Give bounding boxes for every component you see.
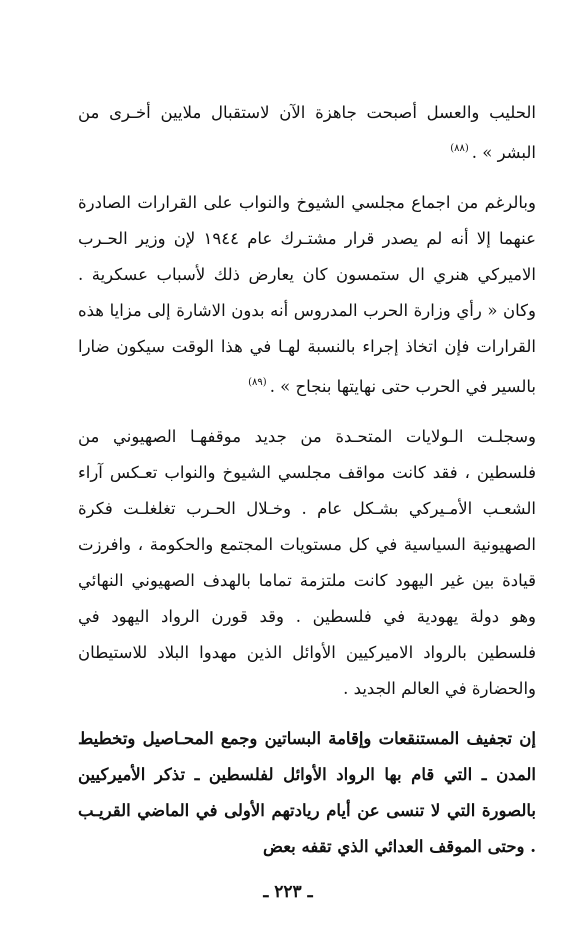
footnote-ref-89: (٨٩)	[248, 377, 267, 388]
paragraph-4-text: إن تجفيف المستنقعات وإقامة البساتين وجمع المحـاصيل وتخطيط المدن ـ التي قام بها الرواد الأوائل لفلسطين ـ تذكر الأميركيين بالصورة التي لا تنسى عن أيام ريادتهم الأولى في الماضي القريـب . وحتى الموقف العدائي الذي تقفه بعض	[78, 729, 536, 856]
paragraph-4	[78, 721, 536, 865]
paragraph-3-text: وسجلـت الـولايات المتحـدة من جديد موقفهـا الصهيوني من فلسطين ، فقد كانت مواقف مجلسي الشيوخ والنواب تعـكس آراء الشعـب الأمـيركي بشـكل عام . وخـلال الحـرب تغلغلـت فكرة الصهيونية السياسية في كل مستويات المجتمع والحكومة ، وافرزت قيادة بين غير اليهود كانت ملتزمة تماما بالهدف الصهيوني النهائي وهو دولة يهودية في فلسطين . وقد قورن الرواد اليهود في فلسطين بالرواد الاميركيين الأوائل الذين مهدوا البلاد للاستيطان والحضارة في العالم الجديد .	[78, 427, 536, 698]
footnote-ref-88: (٨٨)	[450, 143, 469, 154]
paragraph-3	[78, 419, 536, 707]
paragraph-2	[78, 185, 536, 405]
paragraph-1	[78, 95, 536, 171]
page-body	[78, 95, 536, 865]
paragraph-1-text: الحليب والعسل أصبحت جاهزة الآن لاستقبال ملايين أخـرى من البشر » .	[78, 103, 536, 162]
paragraph-2-text: وبالرغم من اجماع مجلسي الشيوخ والنواب على القرارات الصادرة عنهما إلا أنه لم يصدر قرار مشتـرك عام ١٩٤٤ لإن وزير الحـرب الاميركي هنري ال ستمسون كان يعارض ذلك لأسباب عسكرية . وكان « رأي وزارة الحرب المدروس أنه بدون الاشارة إلى مزايا هذه القرارات فإن اتخاذ إجراء بالنسبة لهـا في هذا الوقت سيكون ضارا بالسير في الحرب حتى نهايتها بنجاح » .	[78, 193, 536, 396]
page-number: ـ ٢٢٣ ـ	[263, 882, 313, 902]
